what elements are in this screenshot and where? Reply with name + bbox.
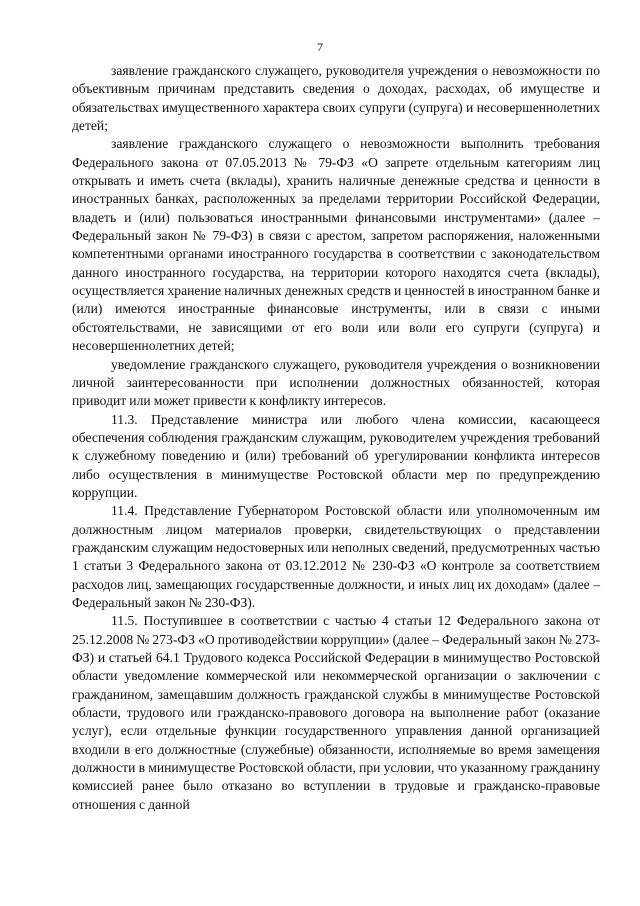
paragraph-11-4: 11.4. Представление Губернатором Ростовской области или уполномоченным им должностным лицом материалов проверки, свидетельствующих о представлении гражданским служащим недостоверных или неполных сведений, предусмотренных частью 1 статьи 3 Федерального закона от 03.12.2012 № 230-ФЗ «О контроле за соответствием расходов лиц, замещающих государственные должности, и иных лиц их доходам» (далее – Федеральный закон № 230-ФЗ).	[72, 503, 601, 610]
page-number: 7	[317, 40, 323, 54]
paragraph-statement-law-79fz: заявление гражданского служащего о невозможности выполнить требования Федерального закона от 07.05.2013 № 79-ФЗ «О запрете отдельным категориям лиц открывать и иметь счета (вклады), хранить наличные денежные средства и ценности в иностранных банках, расположенных за пределами территории Российской Федерации, владеть и (или) пользоваться иностранными финансовыми инструментами» (далее – Федеральный закон № 79-ФЗ) в связи с арестом, запретом распоряжения, наложенными компетентными органами иностранного государства в соответствии с законодательством данного иностранного государства, на территории которого находятся счета (вклады), осуществляется хранение наличных денежных средств и ценностей в иностранном банке и (или) имеются иностранные финансовые инструменты, или в связи с иными обстоятельствами, не зависящими от его воли или воли его супруги (супруга) и несовершеннолетних детей;	[72, 136, 600, 354]
paragraph-statement-impossibility-income: заявление гражданского служащего, руководителя учреждения о невозможности по объективным причинам представить сведения о доходах, расходах, об имуществе и обязательствах имущественного характера своих супруги (супруга) и несовершеннолетних детей;	[72, 63, 600, 134]
paragraph-11-3: 11.3. Представление министра или любого члена комиссии, касающееся обеспечения соблюдения гражданским служащим, руководителем учреждения требований к служебному поведению и (или) требований об урегулировании конфликта интересов либо осуществления в минимуществе Ростовской области мер по предупреждению коррупции.	[72, 411, 600, 500]
document-body	[72, 62, 600, 814]
paragraph-notice-conflict-of-interest: уведомление гражданского служащего, руководителя учреждения о возникновении личной заинтересованности при исполнении должностных обязанностей, которая приводит или может привести к конфликту интересов.	[72, 356, 600, 409]
paragraph-11-5: 11.5. Поступившее в соответствии с частью 4 статьи 12 Федерального закона от 25.12.2008 № 273-ФЗ «О противодействии коррупции» (далее – Федеральный закон № 273-ФЗ) и статьей 64.1 Трудового кодекса Российской Федерации в минимущество Ростовской области уведомление коммерческой или некоммерческой организации о заключении с гражданином, замещавшим должность гражданской службы в минимуществе Ростовской области, трудового или гражданско-правового договора на выполнение работ (оказание услуг), если отдельные функции государственного управления данной организацией входили в его должностные (служебные) обязанности, исполняемые во время замещения должности в минимуществе Ростовской области, при условии, что указанному гражданину комиссией ранее было отказано во вступлении в трудовые и гражданско-правовые отношения с данной	[72, 613, 600, 812]
